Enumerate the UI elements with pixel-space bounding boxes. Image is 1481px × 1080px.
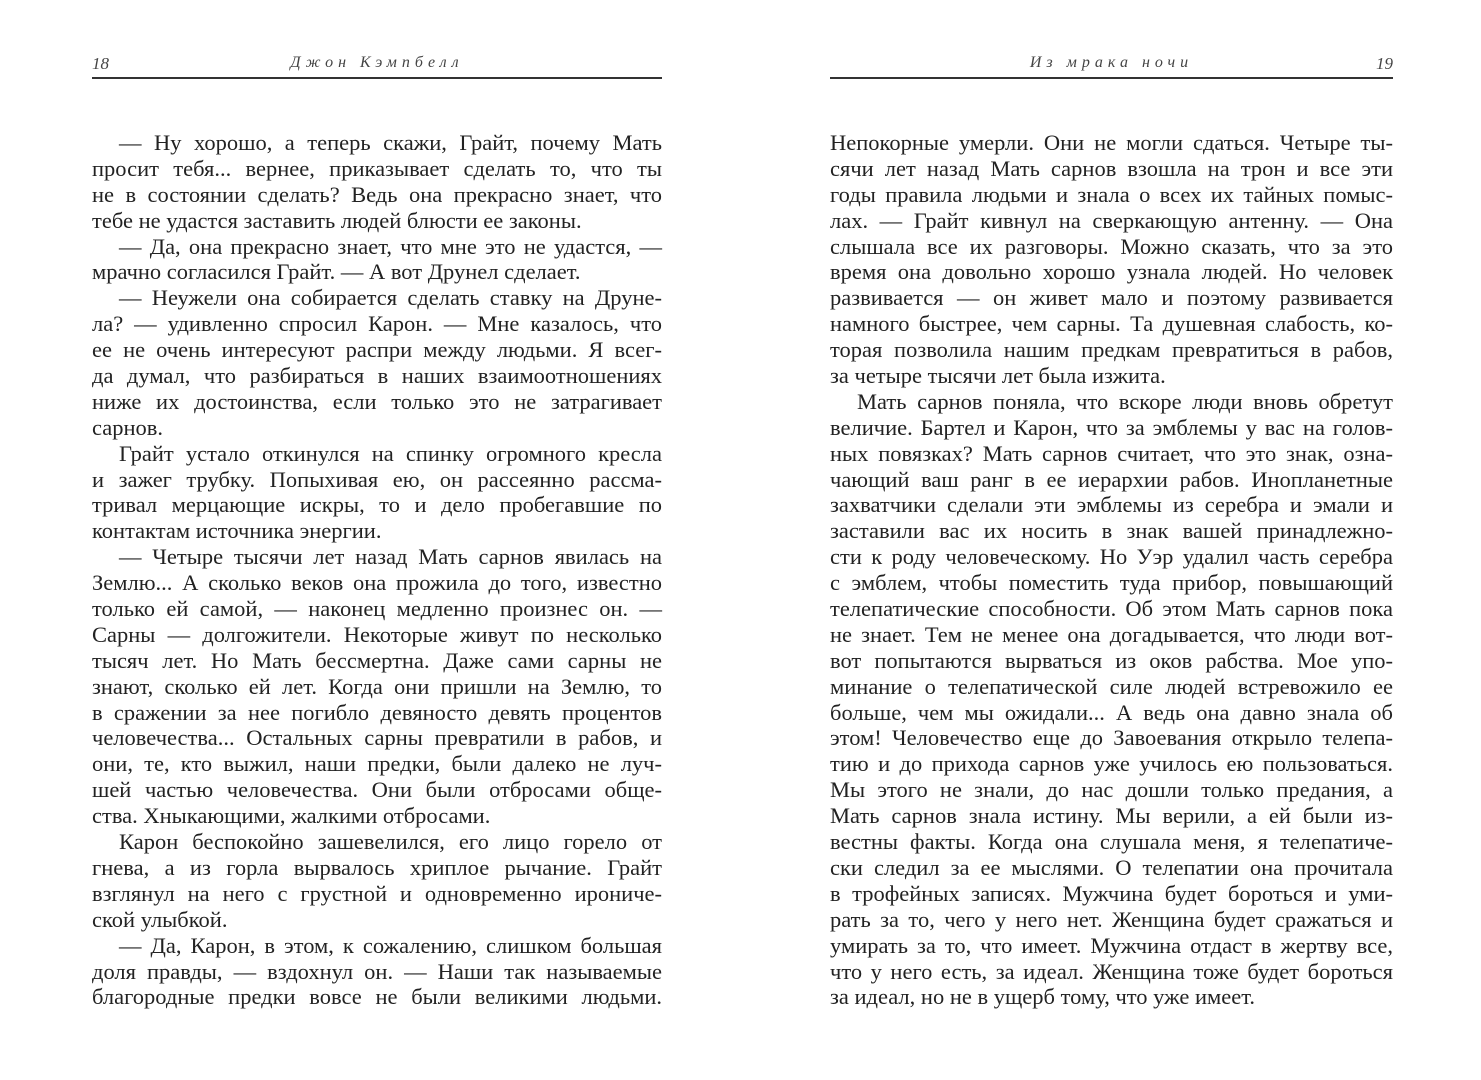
text-line: ской улыбкой.: [92, 906, 228, 932]
text-line: — Да, она прекрасно знает, что мне это не удастся, —: [119, 233, 662, 259]
text-line: ее не очень интересуют распри между людьми. Я всег-: [92, 337, 662, 363]
text-line: они, те, кто выжил, наши предки, были далеко не луч-: [92, 751, 662, 777]
text-line: время она довольно хорошо узнала людей. Но человек: [830, 259, 1393, 285]
text-line: в трофейных записях. Мужчина будет бороться и уми-: [830, 880, 1393, 906]
running-head-title: Из мрака ночи: [1029, 54, 1194, 71]
text-line: не знает. Тем не менее она догадывается, что люди вот-: [830, 621, 1393, 647]
text-line: ски следил за ее мыслями. О телепатии она прочитала: [830, 854, 1393, 880]
text-line: тию и до прихода сарнов уже училось ею пользоваться.: [830, 751, 1393, 777]
text-line: Грайт устало откинулся на спинку огромного кресла: [119, 440, 662, 466]
text-line: ства. Хныкающими, жалкими отбросами.: [92, 803, 491, 829]
text-line: тысяч лет. Но Мать бессмертна. Даже сами сарны не: [92, 647, 662, 673]
text-line: контактам источника энергии.: [92, 518, 382, 544]
header-rule: [830, 77, 1393, 79]
text-line: намного быстрее, чем сарны. Та душевная слабость, ко-: [830, 311, 1393, 337]
text-line: чающий ваш ранг в ее иерархии рабов. Инопланетные: [830, 466, 1393, 492]
text-line: вестны факты. Когда она слушала меня, я телепатиче-: [830, 829, 1393, 855]
paragraph: [830, 130, 1393, 389]
text-line: шей частью человечества. Они были отбросами обще-: [92, 777, 662, 803]
running-header: [830, 54, 1393, 76]
text-line: просит тебя... вернее, приказывает сделать то, что ты: [92, 155, 662, 181]
text-line: годы правила людьми и знала о всех их тайных помыс-: [830, 181, 1393, 207]
text-line: телепатические способности. Об этом Мать сарнов пока: [830, 596, 1393, 622]
paragraph: [92, 441, 662, 545]
page-number: 19: [1376, 54, 1393, 73]
text-line: сти к роду человеческому. Но Уэр удалил часть серебра: [830, 544, 1393, 570]
text-line: сячи лет назад Мать сарнов взошла на трон и все эти: [830, 155, 1393, 181]
text-line: в сражении за нее погибло девяносто девять процентов: [92, 699, 662, 725]
text-line: развивается — он живет мало и поэтому развивается: [830, 285, 1393, 311]
text-line: взглянул на него с грустной и одновременно ирониче-: [92, 880, 662, 906]
text-line: что у него есть, за идеал. Женщина тоже будет бороться: [830, 958, 1393, 984]
text-line: Непокорные умерли. Они не могли сдаться. Четыре ты-: [830, 130, 1393, 155]
paragraph: [92, 285, 662, 440]
text-line: заставили вас их носить в знак вашей принадлежно-: [830, 518, 1393, 544]
text-line: этом! Человечество еще до Завоевания открыло телепа-: [830, 725, 1393, 751]
text-line: больше, чем мы ожидали... А ведь она давно знала об: [830, 699, 1393, 725]
text-line: захватчики сделали эти эмблемы из серебра и эмали и: [830, 492, 1393, 518]
text-line: Мать сарнов поняла, что вскоре люди вновь обретут: [857, 388, 1393, 414]
text-line: тебе не удастся заставить людей блюсти ее законы.: [92, 207, 582, 233]
paragraph: [830, 389, 1393, 1010]
text-line: торая позволила нашим предкам превратиться в рабов,: [830, 337, 1393, 363]
header-rule: [92, 77, 662, 79]
text-line: Мать сарнов знала истину. Мы верили, а ей были из-: [830, 803, 1393, 829]
text-line: доля правды, — вздохнул он. — Наши так называемые: [92, 958, 662, 984]
text-line: — Ну хорошо, а теперь скажи, Грайт, почему Мать: [119, 130, 662, 155]
text-line: за идеал, но не в ущерб тому, что уже имеет.: [830, 984, 1256, 1010]
text-line: мрачно согласился Грайт. — А вот Друнел сделает.: [92, 259, 581, 285]
running-header: [92, 54, 662, 76]
text-line: Мы этого не знали, до нас дошли только предания, а: [830, 777, 1393, 803]
text-line: слышала все их разговоры. Можно сказать, что за это: [830, 233, 1393, 259]
text-line: — Да, Карон, в этом, к сожалению, слишком большая: [119, 932, 662, 958]
paragraph: [92, 829, 662, 933]
paragraph: [92, 933, 662, 1011]
text-line: Землю... А сколько веков она прожила до того, известно: [92, 570, 662, 596]
text-line: благородные предки вовсе не были великими людьми.: [92, 984, 662, 1010]
text-line: минание о телепатической силе людей встревожило ее: [830, 673, 1393, 699]
text-line: человечества... Остальных сарны превратили в рабов, и: [92, 725, 662, 751]
paragraph: [92, 544, 662, 829]
text-line: гнева, а из горла вырвалось хриплое рычание. Грайт: [92, 854, 662, 880]
text-line: с эмблем, чтобы поместить туда прибор, повышающий: [830, 570, 1393, 596]
text-line: вот попытаются вырваться из оков рабства. Мое упо-: [830, 647, 1393, 673]
running-head-author: Джон Кэмпбелл: [290, 54, 464, 71]
paragraph: [92, 130, 662, 234]
text-line: тривал мерцающие искры, то и дело пробегавшие по: [92, 492, 662, 518]
text-line: умирать за то, что имеет. Мужчина отдаст в жертву все,: [830, 932, 1393, 958]
paragraph: [92, 234, 662, 286]
text-line: рать за то, чего у него нет. Женщина будет сражаться и: [830, 906, 1393, 932]
text-line: сарнов.: [92, 414, 164, 440]
text-line: ных повязках? Мать сарнов считает, что это знак, озна-: [830, 440, 1393, 466]
text-line: величие. Бартел и Карон, что за эмблемы у вас на голов-: [830, 414, 1393, 440]
text-line: да думал, что разбираться в наших взаимоотношениях: [92, 363, 662, 389]
text-line: лах. — Грайт кивнул на сверкающую антенну. — Она: [830, 207, 1393, 233]
text-line: за четыре тысячи лет была изжита.: [830, 363, 1166, 389]
text-line: — Неужели она собирается сделать ставку на Друне-: [119, 285, 662, 311]
text-line: Сарны — долгожители. Некоторые живут по несколько: [92, 621, 662, 647]
text-line: только ей самой, — наконец медленно произнес он. —: [92, 596, 662, 622]
text-line: и зажег трубку. Попыхивая ею, он рассеянно рассма-: [92, 466, 662, 492]
page-number: 18: [92, 54, 109, 73]
text-line: Карон беспокойно зашевелился, его лицо горело от: [119, 829, 662, 855]
text-line: знают, сколько ей лет. Когда они пришли на Землю, то: [92, 673, 662, 699]
page-body: [92, 130, 662, 1010]
text-line: ла? — удивленно спросил Карон. — Мне казалось, что: [92, 311, 662, 337]
text-line: ниже их достоинства, если только это не затрагивает: [92, 388, 662, 414]
text-line: — Четыре тысячи лет назад Мать сарнов явилась на: [119, 544, 662, 570]
text-line: не в состоянии сделать? Ведь она прекрасно знает, что: [92, 181, 662, 207]
page-body: [830, 130, 1393, 1010]
